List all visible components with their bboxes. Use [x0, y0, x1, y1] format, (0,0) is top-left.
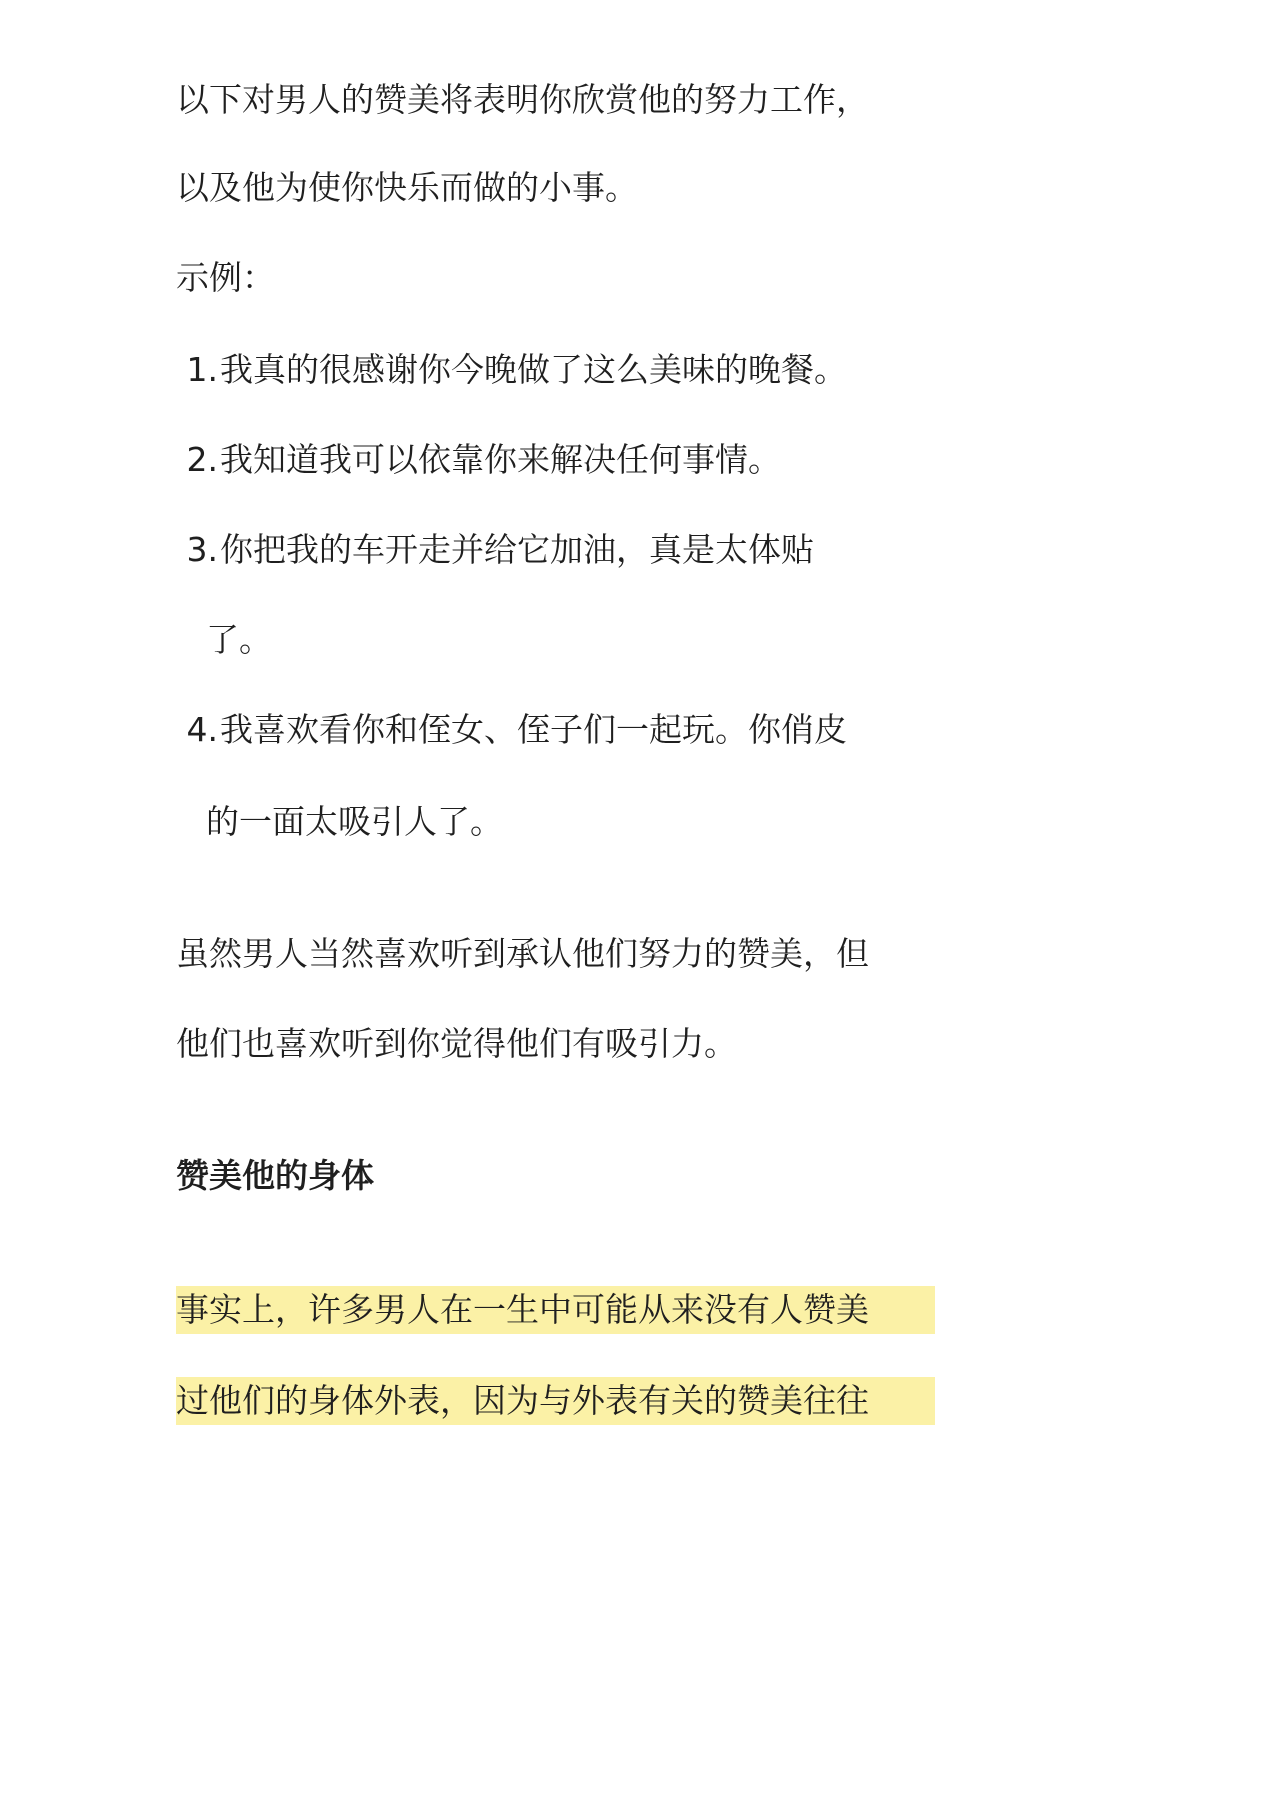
list-item — [176, 708, 847, 752]
paragraph-line-2: 他们也喜欢听到你觉得他们有吸引力。 — [176, 1024, 737, 1063]
highlighted-line-1: 事实上，许多男人在一生中可能从来没有人赞美 — [176, 1286, 935, 1334]
list-item-number: 2. — [186, 440, 218, 479]
highlighted-line-2: 过他们的身体外表，因为与外表有关的赞美往往 — [176, 1377, 935, 1425]
example-label: 示例： — [176, 258, 275, 297]
paragraph-line-1: 虽然男人当然喜欢听到承认他们努力的赞美，但 — [176, 934, 869, 973]
list-item — [176, 528, 814, 572]
intro-line-1: 以下对男人的赞美将表明你欣赏他的努力工作， — [176, 80, 869, 119]
list-item-number: 1. — [186, 350, 218, 389]
list-item-text: 我知道我可以依靠你来解决任何事情。 — [220, 440, 781, 479]
list-item-text: 你把我的车开走并给它加油，真是太体贴 — [220, 530, 814, 569]
list-item-text: 我喜欢看你和侄女、侄子们一起玩。你俏皮 — [220, 710, 847, 749]
section-heading: 赞美他的身体 — [176, 1156, 374, 1195]
list-item-continuation: 了。 — [206, 620, 272, 659]
intro-line-2: 以及他为使你快乐而做的小事。 — [176, 168, 638, 207]
list-item-continuation: 的一面太吸引人了。 — [206, 802, 503, 841]
list-item — [176, 348, 847, 392]
list-item — [176, 438, 781, 482]
list-item-text: 我真的很感谢你今晚做了这么美味的晚餐。 — [220, 350, 847, 389]
list-item-number: 3. — [186, 530, 218, 569]
list-item-number: 4. — [186, 710, 218, 749]
